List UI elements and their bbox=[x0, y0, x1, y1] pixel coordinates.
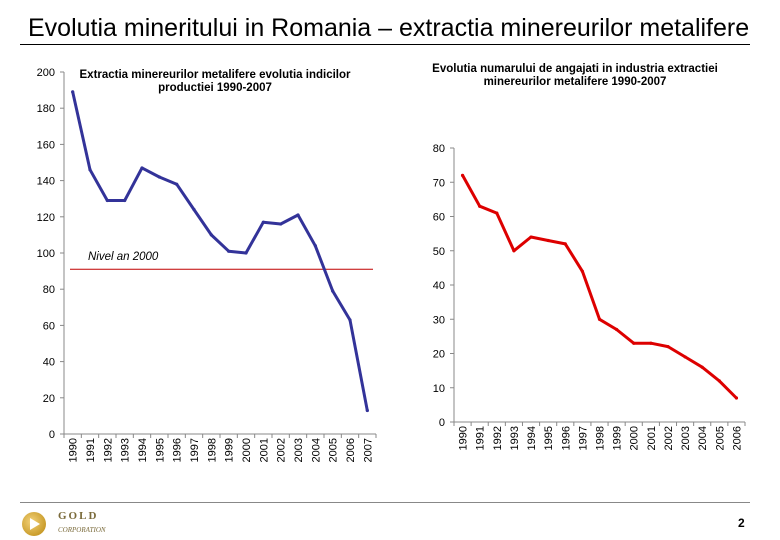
chart2-data-point bbox=[512, 249, 515, 252]
chart1-x-tick-label: 1995 bbox=[154, 438, 167, 463]
chart1-y-tick-label: 20 bbox=[42, 392, 55, 405]
chart1-data-point bbox=[140, 166, 143, 169]
chart1-data-point bbox=[227, 250, 230, 253]
chart2-data-point bbox=[547, 239, 550, 242]
slide-title: Evolutia mineritului in Romania – extractia minereurilor metalifere bbox=[28, 14, 750, 42]
chart1-x-tick-label: 2001 bbox=[258, 438, 271, 463]
chart1-data-point bbox=[123, 199, 126, 202]
chart1-x-tick-label: 2000 bbox=[241, 438, 253, 463]
chart1-x-tick-label: 1996 bbox=[171, 438, 184, 463]
chart1-x-tick-label: 2006 bbox=[345, 438, 357, 463]
chart2-x-tick-label: 2005 bbox=[714, 426, 727, 451]
chart1-data-point bbox=[88, 168, 91, 171]
chart2-x-tick-label: 2004 bbox=[697, 426, 710, 451]
chart1-x-tick-label: 1999 bbox=[223, 438, 236, 463]
chart2-data-point bbox=[461, 174, 464, 177]
chart1-x-tick-label: 2004 bbox=[310, 438, 323, 463]
chart1-x-tick-label: 1990 bbox=[67, 438, 80, 463]
chart1-x-tick-label: 2002 bbox=[275, 438, 288, 463]
chart1-y-tick-label: 80 bbox=[42, 284, 55, 297]
chart1-x-tick-label: 2003 bbox=[293, 438, 305, 463]
chart2-x-tick-label: 1995 bbox=[543, 426, 556, 451]
chart2-data-point bbox=[649, 342, 652, 345]
chart2-x-tick-label: 1999 bbox=[611, 426, 624, 451]
chart2-data-point bbox=[564, 242, 567, 245]
chart1-data-point bbox=[331, 289, 334, 292]
chart1-y-tick-label: 120 bbox=[36, 211, 55, 224]
chart1-x-tick-label: 1991 bbox=[85, 438, 97, 463]
chart2-x-tick-label: 1991 bbox=[474, 426, 487, 451]
chart2-data-point bbox=[581, 270, 584, 273]
chart2-x-tick-label: 2002 bbox=[662, 426, 675, 451]
chart2-x-tick-label: 1992 bbox=[491, 426, 504, 451]
chart1-y-tick-label: 140 bbox=[36, 175, 55, 188]
chart2-data-point bbox=[701, 366, 704, 369]
chart2-x-tick-label: 2006 bbox=[731, 426, 744, 451]
footer-divider bbox=[20, 502, 750, 503]
chart2-x-tick-label: 2003 bbox=[680, 426, 693, 451]
chart2-x-tick-label: 1998 bbox=[594, 426, 607, 451]
chart1-data-point bbox=[106, 199, 109, 202]
chart1-y-tick-label: 40 bbox=[42, 356, 55, 369]
chart2-data-point bbox=[478, 205, 481, 208]
logo-text: GOLD bbox=[58, 510, 99, 522]
chart1-data-point bbox=[71, 90, 74, 93]
chart2-data-point bbox=[529, 235, 532, 238]
chart2-data-point bbox=[495, 211, 498, 214]
chart2-data-point bbox=[615, 328, 618, 331]
chart2-y-tick-label: 70 bbox=[432, 177, 445, 190]
chart1-y-tick-label: 200 bbox=[36, 67, 55, 79]
chart2-x-tick-label: 2000 bbox=[628, 426, 641, 451]
chart2-y-tick-label: 50 bbox=[432, 245, 445, 258]
chart2-y-tick-label: 80 bbox=[432, 143, 445, 155]
chart1-data-point bbox=[192, 208, 195, 211]
chart2-x-tick-label: 2001 bbox=[645, 426, 658, 451]
chart2-y-tick-label: 60 bbox=[432, 211, 445, 224]
chart2-data-point bbox=[632, 342, 635, 345]
chart1-x-tick-label: 1992 bbox=[102, 438, 115, 463]
chart1-title: Extractia minereurilor metalifere evolutia indicilor productiei 1990-2007 bbox=[79, 69, 351, 94]
chart2-x-tick-label: 1990 bbox=[457, 426, 470, 451]
chart2-data-point bbox=[718, 379, 721, 382]
page-number: 2 bbox=[738, 516, 745, 530]
chart1-data-point bbox=[279, 222, 282, 225]
chart1-x-tick-label: 1998 bbox=[206, 438, 219, 463]
chart2-y-tick-label: 40 bbox=[432, 280, 445, 292]
logo-icon bbox=[22, 512, 46, 536]
chart2-data-point bbox=[683, 355, 686, 358]
chart2-y-tick-label: 0 bbox=[438, 417, 445, 429]
chart2-y-tick-label: 10 bbox=[432, 382, 445, 395]
chart2-title: Evolutia numarului de angajati in industria extractiei minereurilor metalifere 1990-2007 bbox=[432, 63, 718, 88]
chart2-y-tick-label: 20 bbox=[432, 348, 445, 361]
chart1-data-point bbox=[262, 221, 265, 224]
chart1-y-tick-label: 0 bbox=[48, 429, 55, 441]
chart1-x-tick-label: 2007 bbox=[362, 438, 375, 463]
chart1-data-point bbox=[296, 213, 299, 216]
chart1-data-point bbox=[175, 183, 178, 186]
chart1-data-point bbox=[158, 175, 161, 178]
chart1-data-point bbox=[366, 409, 369, 412]
chart2-x-tick-label: 1994 bbox=[526, 426, 539, 451]
chart2-series-line bbox=[463, 175, 737, 398]
chart1-data-point bbox=[314, 244, 317, 247]
chart1-data-point bbox=[244, 251, 247, 254]
reference-line-label: Nivel an 2000 bbox=[88, 251, 159, 263]
chart2-x-tick-label: 1997 bbox=[577, 426, 590, 451]
chart2-data-point bbox=[666, 345, 669, 348]
logo-subtext: CORPORATION bbox=[58, 526, 106, 534]
chart1-data-point bbox=[210, 233, 213, 236]
chart1-series-line bbox=[73, 92, 368, 411]
chart2-data-point bbox=[598, 318, 601, 321]
chart1-y-tick-label: 160 bbox=[36, 139, 55, 152]
chart2-y-tick-label: 30 bbox=[432, 314, 445, 327]
chart2-x-tick-label: 1996 bbox=[560, 426, 573, 451]
chart1-x-tick-label: 1994 bbox=[137, 438, 149, 463]
chart1-y-tick-label: 60 bbox=[42, 320, 55, 333]
chart2-x-tick-label: 1993 bbox=[508, 426, 521, 451]
company-logo bbox=[22, 510, 142, 538]
chart2-data-point bbox=[735, 396, 738, 399]
chart1-y-tick-label: 100 bbox=[36, 248, 55, 260]
chart1-x-tick-label: 1993 bbox=[119, 438, 132, 463]
chart1-y-tick-label: 180 bbox=[36, 103, 55, 116]
chart1-data-point bbox=[348, 318, 351, 321]
chart1-x-tick-label: 1997 bbox=[189, 438, 201, 463]
chart1-x-tick-label: 2005 bbox=[327, 438, 340, 463]
